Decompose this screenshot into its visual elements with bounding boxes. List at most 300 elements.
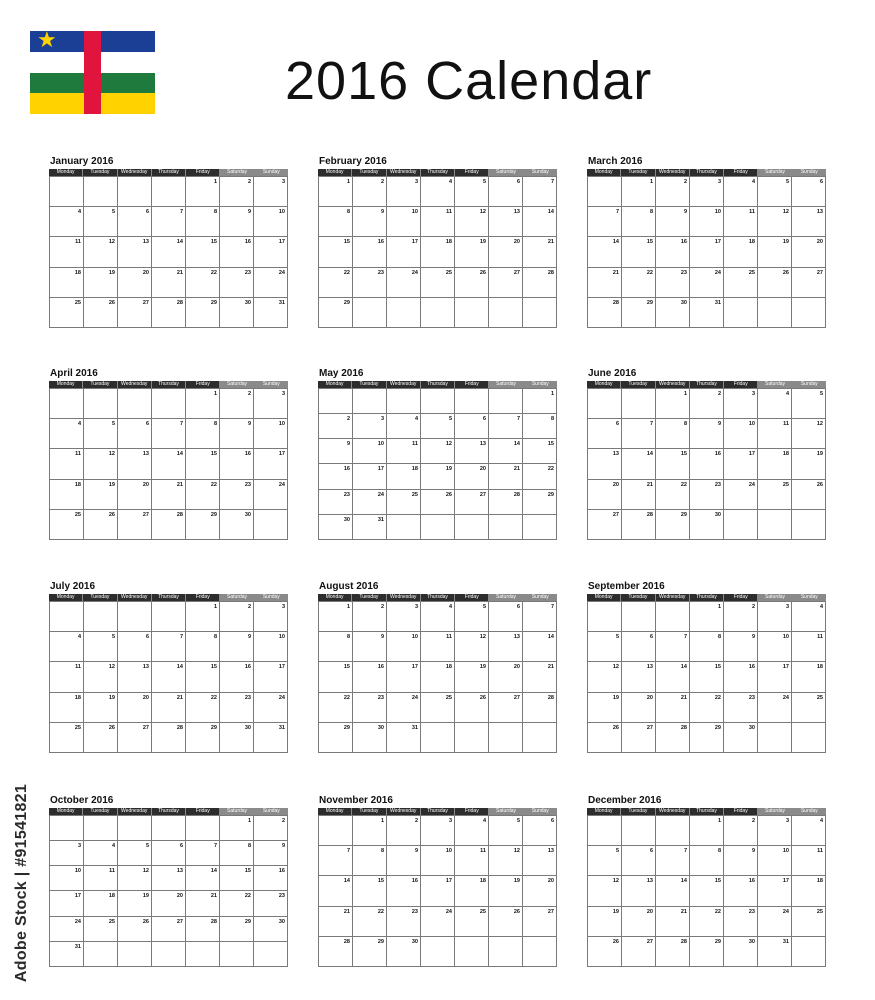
weekday-label: Thursday (690, 594, 724, 601)
day-cell: 19 (84, 480, 118, 510)
day-cell: 15 (622, 237, 656, 267)
day-cell: 25 (724, 268, 758, 298)
day-cell: 27 (118, 298, 152, 328)
day-cell: 23 (254, 891, 288, 916)
week-row (319, 439, 557, 464)
weekday-header (49, 594, 288, 601)
weekday-label: Saturday (758, 594, 792, 601)
weekday-label: Saturday (220, 169, 254, 176)
day-cell: 11 (792, 632, 826, 662)
week-row (319, 414, 557, 439)
day-cell: 31 (254, 298, 288, 328)
weekday-label: Monday (318, 594, 352, 601)
day-cell: 11 (84, 866, 118, 891)
day-cell: 18 (421, 237, 455, 267)
day-cell: 3 (353, 414, 387, 439)
day-cell: 18 (84, 891, 118, 916)
month-title: June 2016 (588, 368, 637, 379)
empty-day-cell (724, 510, 758, 540)
empty-day-cell (622, 389, 656, 419)
weekday-label: Monday (318, 381, 352, 388)
day-cell: 10 (758, 846, 792, 876)
day-cell: 3 (254, 177, 288, 207)
weekday-label: Sunday (524, 808, 557, 815)
day-cell: 17 (421, 876, 455, 906)
day-cell: 3 (387, 602, 421, 632)
weekday-label: Wednesday (118, 169, 152, 176)
day-cell: 13 (118, 237, 152, 267)
day-cell: 4 (50, 419, 84, 449)
weekday-label: Sunday (255, 808, 288, 815)
weekday-label: Tuesday (621, 381, 655, 388)
day-cell: 1 (656, 389, 690, 419)
day-cell: 1 (622, 177, 656, 207)
week-row (588, 846, 826, 876)
day-cell: 14 (152, 662, 186, 692)
weekday-label: Tuesday (352, 594, 386, 601)
day-cell: 28 (656, 723, 690, 753)
month-days-grid (318, 815, 557, 967)
month-block (318, 367, 557, 540)
day-cell: 29 (690, 723, 724, 753)
empty-day-cell (421, 937, 455, 967)
day-cell: 25 (50, 510, 84, 540)
day-cell: 8 (690, 632, 724, 662)
day-cell: 9 (220, 632, 254, 662)
weekday-label: Friday (455, 808, 489, 815)
day-cell: 8 (690, 846, 724, 876)
day-cell: 21 (523, 237, 557, 267)
day-cell: 17 (254, 237, 288, 267)
day-cell: 21 (186, 891, 220, 916)
day-cell: 9 (220, 207, 254, 237)
empty-day-cell (152, 942, 186, 967)
day-cell: 19 (758, 237, 792, 267)
day-cell: 30 (724, 723, 758, 753)
weekday-label: Thursday (152, 594, 186, 601)
day-cell: 3 (758, 816, 792, 846)
day-cell: 12 (84, 662, 118, 692)
day-cell: 4 (421, 177, 455, 207)
month-title: March 2016 (588, 156, 643, 167)
day-cell: 16 (690, 449, 724, 479)
day-cell: 20 (152, 891, 186, 916)
weekday-label: Monday (318, 808, 352, 815)
day-cell: 22 (690, 907, 724, 937)
day-cell: 20 (588, 480, 622, 510)
day-cell: 30 (656, 298, 690, 328)
day-cell: 27 (152, 917, 186, 942)
day-cell: 12 (118, 866, 152, 891)
weekday-label: Monday (49, 808, 83, 815)
empty-day-cell (421, 515, 455, 540)
week-row (50, 942, 288, 967)
day-cell: 9 (690, 419, 724, 449)
week-row (50, 693, 288, 723)
day-cell: 17 (690, 237, 724, 267)
day-cell: 23 (220, 693, 254, 723)
empty-day-cell (84, 177, 118, 207)
weekday-header (318, 594, 557, 601)
day-cell: 7 (152, 632, 186, 662)
day-cell: 15 (186, 662, 220, 692)
week-row (588, 207, 826, 237)
day-cell: 8 (186, 207, 220, 237)
weekday-header (318, 808, 557, 815)
day-cell: 8 (523, 414, 557, 439)
day-cell: 16 (319, 464, 353, 489)
day-cell: 11 (724, 207, 758, 237)
empty-day-cell (254, 942, 288, 967)
week-row (588, 937, 826, 967)
month-days-grid (587, 176, 826, 328)
day-cell: 20 (792, 237, 826, 267)
day-cell: 13 (455, 439, 489, 464)
month-days-grid (49, 176, 288, 328)
weekday-label: Friday (724, 594, 758, 601)
weekday-label: Friday (724, 169, 758, 176)
week-row (50, 268, 288, 298)
day-cell: 29 (622, 298, 656, 328)
weekday-label: Thursday (690, 808, 724, 815)
day-cell: 1 (186, 177, 220, 207)
day-cell: 9 (254, 841, 288, 866)
day-cell: 19 (84, 693, 118, 723)
empty-day-cell (254, 510, 288, 540)
day-cell: 24 (421, 907, 455, 937)
day-cell: 17 (50, 891, 84, 916)
day-cell: 16 (387, 876, 421, 906)
day-cell: 1 (690, 602, 724, 632)
day-cell: 20 (118, 268, 152, 298)
month-days-grid (587, 388, 826, 540)
day-cell: 27 (588, 510, 622, 540)
day-cell: 1 (186, 602, 220, 632)
month-block (587, 155, 826, 328)
week-row (588, 602, 826, 632)
day-cell: 4 (792, 816, 826, 846)
empty-day-cell (118, 816, 152, 841)
month-block (49, 367, 288, 540)
day-cell: 12 (84, 449, 118, 479)
day-cell: 17 (387, 662, 421, 692)
day-cell: 21 (656, 693, 690, 723)
day-cell: 18 (50, 268, 84, 298)
day-cell: 6 (792, 177, 826, 207)
month-days-grid (587, 815, 826, 967)
empty-day-cell (152, 816, 186, 841)
empty-day-cell (353, 389, 387, 414)
day-cell: 5 (758, 177, 792, 207)
day-cell: 16 (724, 662, 758, 692)
day-cell: 5 (84, 632, 118, 662)
month-block (318, 155, 557, 328)
day-cell: 6 (455, 414, 489, 439)
day-cell: 14 (489, 439, 523, 464)
day-cell: 2 (319, 414, 353, 439)
weekday-label: Friday (455, 381, 489, 388)
day-cell: 9 (724, 632, 758, 662)
day-cell: 2 (353, 602, 387, 632)
week-row (588, 419, 826, 449)
day-cell: 25 (792, 693, 826, 723)
empty-day-cell (792, 937, 826, 967)
weekday-label: Thursday (690, 169, 724, 176)
day-cell: 14 (319, 876, 353, 906)
day-cell: 22 (186, 693, 220, 723)
day-cell: 18 (421, 662, 455, 692)
weekday-label: Wednesday (118, 381, 152, 388)
empty-day-cell (84, 816, 118, 841)
weekday-label: Friday (186, 381, 220, 388)
day-cell: 2 (353, 177, 387, 207)
day-cell: 26 (455, 268, 489, 298)
weekday-header (318, 169, 557, 176)
month-days-grid (318, 176, 557, 328)
weekday-label: Thursday (152, 808, 186, 815)
week-row (319, 464, 557, 489)
day-cell: 24 (758, 907, 792, 937)
empty-day-cell (588, 602, 622, 632)
day-cell: 21 (152, 480, 186, 510)
day-cell: 7 (588, 207, 622, 237)
day-cell: 31 (353, 515, 387, 540)
day-cell: 17 (387, 237, 421, 267)
weekday-label: Monday (587, 169, 621, 176)
day-cell: 6 (489, 177, 523, 207)
day-cell: 7 (656, 632, 690, 662)
day-cell: 11 (421, 632, 455, 662)
day-cell: 15 (186, 237, 220, 267)
day-cell: 9 (387, 846, 421, 876)
empty-day-cell (523, 298, 557, 328)
empty-day-cell (186, 816, 220, 841)
day-cell: 23 (387, 907, 421, 937)
day-cell: 20 (622, 907, 656, 937)
month-title: May 2016 (319, 368, 364, 379)
day-cell: 18 (455, 876, 489, 906)
day-cell: 29 (319, 723, 353, 753)
day-cell: 24 (50, 917, 84, 942)
day-cell: 7 (186, 841, 220, 866)
day-cell: 15 (319, 662, 353, 692)
day-cell: 13 (792, 207, 826, 237)
empty-day-cell (523, 515, 557, 540)
empty-day-cell (84, 602, 118, 632)
day-cell: 22 (319, 268, 353, 298)
weekday-header (318, 381, 557, 388)
weekday-label: Sunday (255, 169, 288, 176)
week-row (319, 490, 557, 515)
day-cell: 30 (724, 937, 758, 967)
day-cell: 3 (421, 816, 455, 846)
day-cell: 18 (50, 480, 84, 510)
empty-day-cell (220, 942, 254, 967)
day-cell: 1 (690, 816, 724, 846)
day-cell: 31 (254, 723, 288, 753)
week-row (588, 177, 826, 207)
day-cell: 24 (254, 693, 288, 723)
day-cell: 11 (792, 846, 826, 876)
day-cell: 27 (118, 510, 152, 540)
weekday-label: Saturday (489, 169, 523, 176)
empty-day-cell (455, 515, 489, 540)
month-block (49, 155, 288, 328)
week-row (319, 632, 557, 662)
day-cell: 20 (118, 693, 152, 723)
day-cell: 29 (186, 510, 220, 540)
day-cell: 4 (387, 414, 421, 439)
week-row (319, 268, 557, 298)
day-cell: 12 (758, 207, 792, 237)
day-cell: 16 (220, 237, 254, 267)
day-cell: 17 (254, 449, 288, 479)
day-cell: 10 (50, 866, 84, 891)
weekday-label: Monday (587, 381, 621, 388)
day-cell: 26 (489, 907, 523, 937)
empty-day-cell (455, 937, 489, 967)
day-cell: 12 (421, 439, 455, 464)
week-row (50, 602, 288, 632)
day-cell: 14 (523, 632, 557, 662)
day-cell: 28 (523, 268, 557, 298)
day-cell: 9 (724, 846, 758, 876)
day-cell: 23 (690, 480, 724, 510)
weekday-label: Monday (318, 169, 352, 176)
day-cell: 28 (588, 298, 622, 328)
week-row (50, 419, 288, 449)
day-cell: 4 (758, 389, 792, 419)
day-cell: 22 (622, 268, 656, 298)
empty-day-cell (489, 515, 523, 540)
day-cell: 15 (319, 237, 353, 267)
day-cell: 6 (622, 632, 656, 662)
empty-day-cell (84, 389, 118, 419)
day-cell: 9 (353, 207, 387, 237)
day-cell: 11 (387, 439, 421, 464)
empty-day-cell (758, 723, 792, 753)
day-cell: 6 (118, 632, 152, 662)
day-cell: 25 (50, 723, 84, 753)
weekday-label: Wednesday (387, 808, 421, 815)
day-cell: 6 (118, 207, 152, 237)
day-cell: 4 (50, 207, 84, 237)
day-cell: 25 (50, 298, 84, 328)
weekday-label: Tuesday (83, 169, 117, 176)
weekday-label: Sunday (793, 169, 826, 176)
day-cell: 13 (523, 846, 557, 876)
day-cell: 18 (758, 449, 792, 479)
weekday-label: Thursday (421, 594, 455, 601)
day-cell: 7 (656, 846, 690, 876)
day-cell: 26 (758, 268, 792, 298)
weekday-label: Tuesday (621, 808, 655, 815)
month-block (587, 794, 826, 967)
week-row (50, 449, 288, 479)
day-cell: 30 (220, 298, 254, 328)
weekday-label: Monday (49, 169, 83, 176)
day-cell: 5 (421, 414, 455, 439)
day-cell: 4 (792, 602, 826, 632)
day-cell: 28 (152, 298, 186, 328)
week-row (588, 237, 826, 267)
day-cell: 23 (319, 490, 353, 515)
day-cell: 9 (319, 439, 353, 464)
day-cell: 5 (84, 207, 118, 237)
week-row (319, 937, 557, 967)
day-cell: 11 (455, 846, 489, 876)
month-days-grid (49, 601, 288, 753)
weekday-label: Tuesday (83, 594, 117, 601)
month-block (587, 580, 826, 753)
day-cell: 6 (118, 419, 152, 449)
day-cell: 3 (690, 177, 724, 207)
week-row (319, 662, 557, 692)
day-cell: 27 (489, 268, 523, 298)
day-cell: 16 (220, 662, 254, 692)
week-row (588, 907, 826, 937)
day-cell: 5 (792, 389, 826, 419)
day-cell: 22 (656, 480, 690, 510)
day-cell: 25 (387, 490, 421, 515)
day-cell: 11 (421, 207, 455, 237)
week-row (319, 876, 557, 906)
week-row (319, 389, 557, 414)
empty-day-cell (152, 389, 186, 419)
day-cell: 30 (220, 510, 254, 540)
day-cell: 7 (489, 414, 523, 439)
day-cell: 27 (622, 723, 656, 753)
weekday-header (587, 808, 826, 815)
day-cell: 18 (724, 237, 758, 267)
week-row (50, 207, 288, 237)
weekday-label: Saturday (220, 381, 254, 388)
day-cell: 21 (588, 268, 622, 298)
day-cell: 3 (254, 602, 288, 632)
day-cell: 2 (656, 177, 690, 207)
day-cell: 15 (690, 662, 724, 692)
day-cell: 11 (50, 449, 84, 479)
day-cell: 13 (489, 207, 523, 237)
day-cell: 31 (387, 723, 421, 753)
month-block (587, 367, 826, 540)
day-cell: 22 (186, 480, 220, 510)
day-cell: 17 (758, 662, 792, 692)
week-row (319, 693, 557, 723)
month-block (49, 580, 288, 753)
day-cell: 6 (152, 841, 186, 866)
weekday-label: Saturday (758, 808, 792, 815)
empty-day-cell (455, 298, 489, 328)
weekday-label: Saturday (489, 594, 523, 601)
day-cell: 14 (186, 866, 220, 891)
day-cell: 9 (220, 419, 254, 449)
weekday-label: Tuesday (83, 381, 117, 388)
day-cell: 10 (724, 419, 758, 449)
day-cell: 16 (656, 237, 690, 267)
watermark (12, 780, 32, 985)
day-cell: 8 (656, 419, 690, 449)
day-cell: 7 (622, 419, 656, 449)
weekday-label: Friday (724, 808, 758, 815)
week-row (588, 723, 826, 753)
day-cell: 29 (220, 917, 254, 942)
weekday-label: Friday (724, 381, 758, 388)
empty-day-cell (421, 723, 455, 753)
day-cell: 27 (455, 490, 489, 515)
day-cell: 24 (758, 693, 792, 723)
day-cell: 5 (118, 841, 152, 866)
